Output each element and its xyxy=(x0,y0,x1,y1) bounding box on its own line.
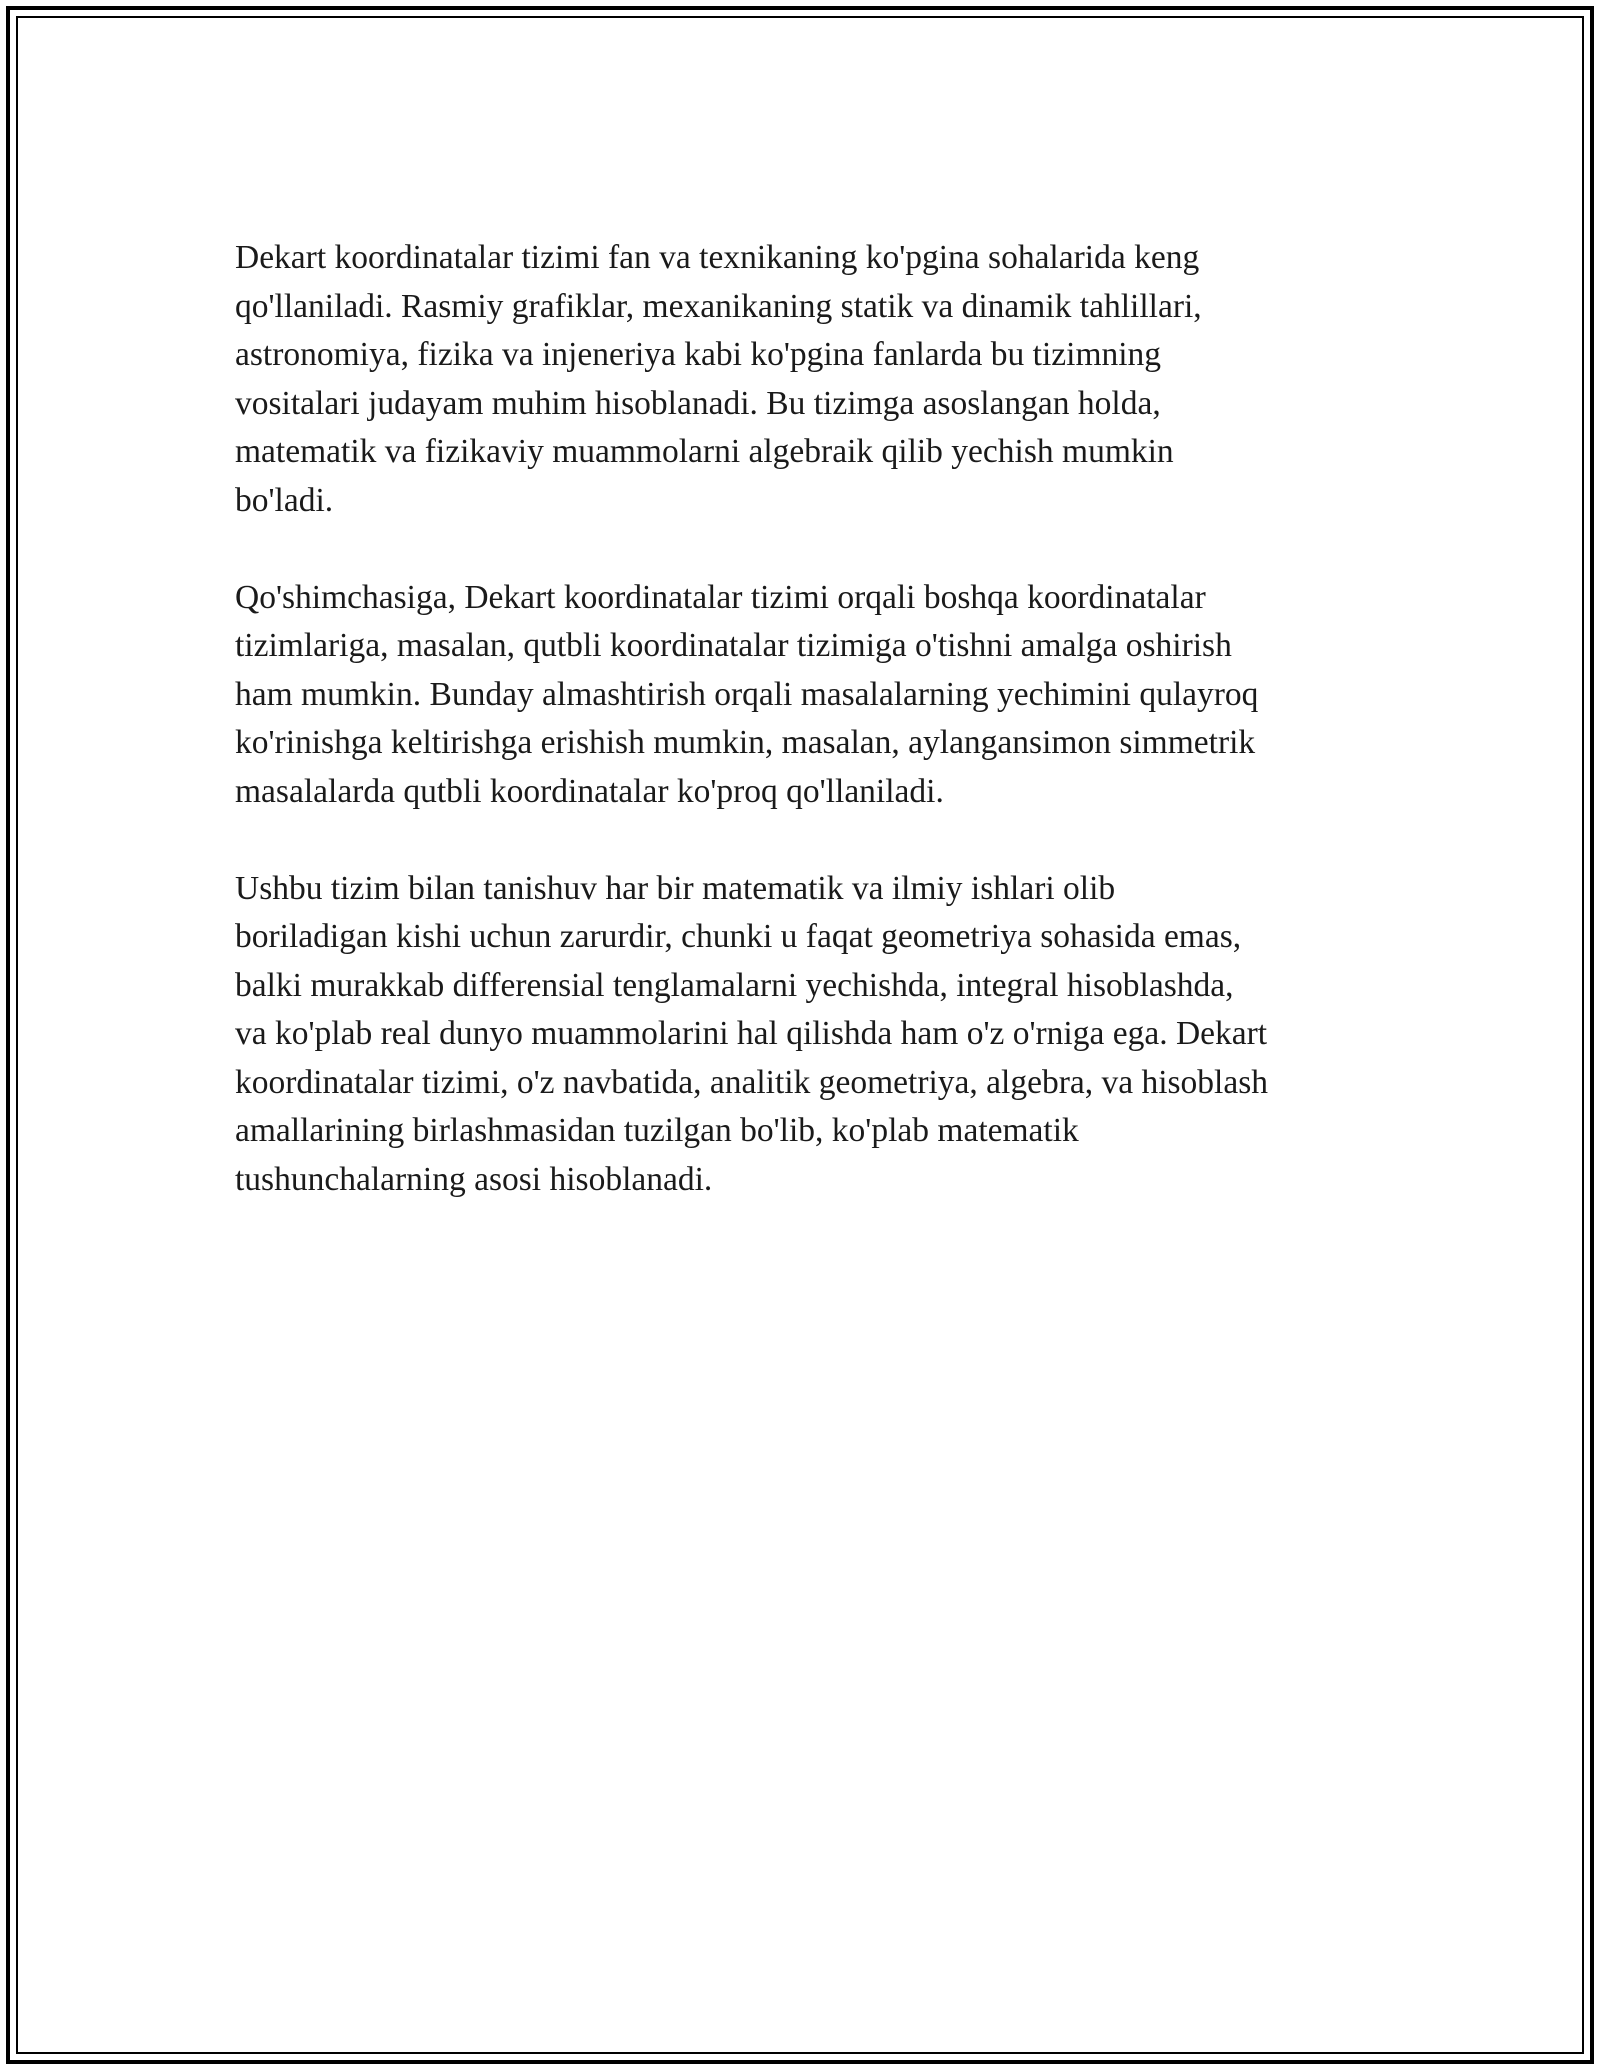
paragraph-line: matematik va fizikaviy muammolarni algebraik qilib yechish mumkin xyxy=(235,433,1174,470)
paragraph-line: vositalari judayam muhim hisoblanadi. Bu tizimga asoslangan holda, xyxy=(235,384,1161,422)
paragraph-line: Dekart koordinatalar tizimi fan va texnikaning ko'pgina sohalarida keng xyxy=(235,239,1200,276)
paragraph-line: qo'llaniladi. Rasmiy grafiklar, mexanikaning statik va dinamik tahlillari, xyxy=(235,287,1202,325)
document-body xyxy=(235,234,1375,1253)
paragraph-line: koordinatalar tizimi, o'z navbatida, analitik geometriya, algebra, va hisoblash xyxy=(235,1063,1269,1101)
paragraph-1 xyxy=(235,234,1375,525)
paragraph-line: tizimlariga, masalan, qutbli koordinatalar tizimiga o'tishni amalga oshirish xyxy=(235,627,1232,664)
paragraph-line: amallarining birlashmasidan tuzilgan bo'lib, ko'plab matematik xyxy=(235,1112,1079,1149)
paragraph-2 xyxy=(235,574,1375,817)
paragraph-line: ko'rinishga keltirishga erishish mumkin, masalan, aylangansimon simmetrik xyxy=(235,724,1256,761)
paragraph-3 xyxy=(235,865,1375,1205)
paragraph-line: Ushbu tizim bilan tanishuv har bir matematik va ilmiy ishlari olib xyxy=(235,869,1116,907)
paragraph-line: va ko'plab real dunyo muammolarini hal qilishda ham o'z o'rniga ega. Dekart xyxy=(235,1015,1268,1052)
paragraph-line: masalalarda qutbli koordinatalar ko'proq qo'llaniladi. xyxy=(235,772,944,810)
paragraph-line: boriladigan kishi uchun zarurdir, chunki u faqat geometriya sohasida emas, xyxy=(235,918,1242,955)
paragraph-line: ham mumkin. Bunday almashtirish orqali masalalarning yechimini qulayroq xyxy=(235,675,1259,713)
paragraph-line: Qo'shimchasiga, Dekart koordinatalar tizimi orqali boshqa koordinatalar xyxy=(235,578,1206,616)
paragraph-line: tushunchalarning asosi hisoblanadi. xyxy=(235,1160,713,1198)
paragraph-line: bo'ladi. xyxy=(235,481,334,519)
paragraph-line: astronomiya, fizika va injeneriya kabi ko'pgina fanlarda bu tizimning xyxy=(235,336,1162,373)
paragraph-line: balki murakkab differensial tenglamalarni yechishda, integral hisoblashda, xyxy=(235,966,1234,1004)
